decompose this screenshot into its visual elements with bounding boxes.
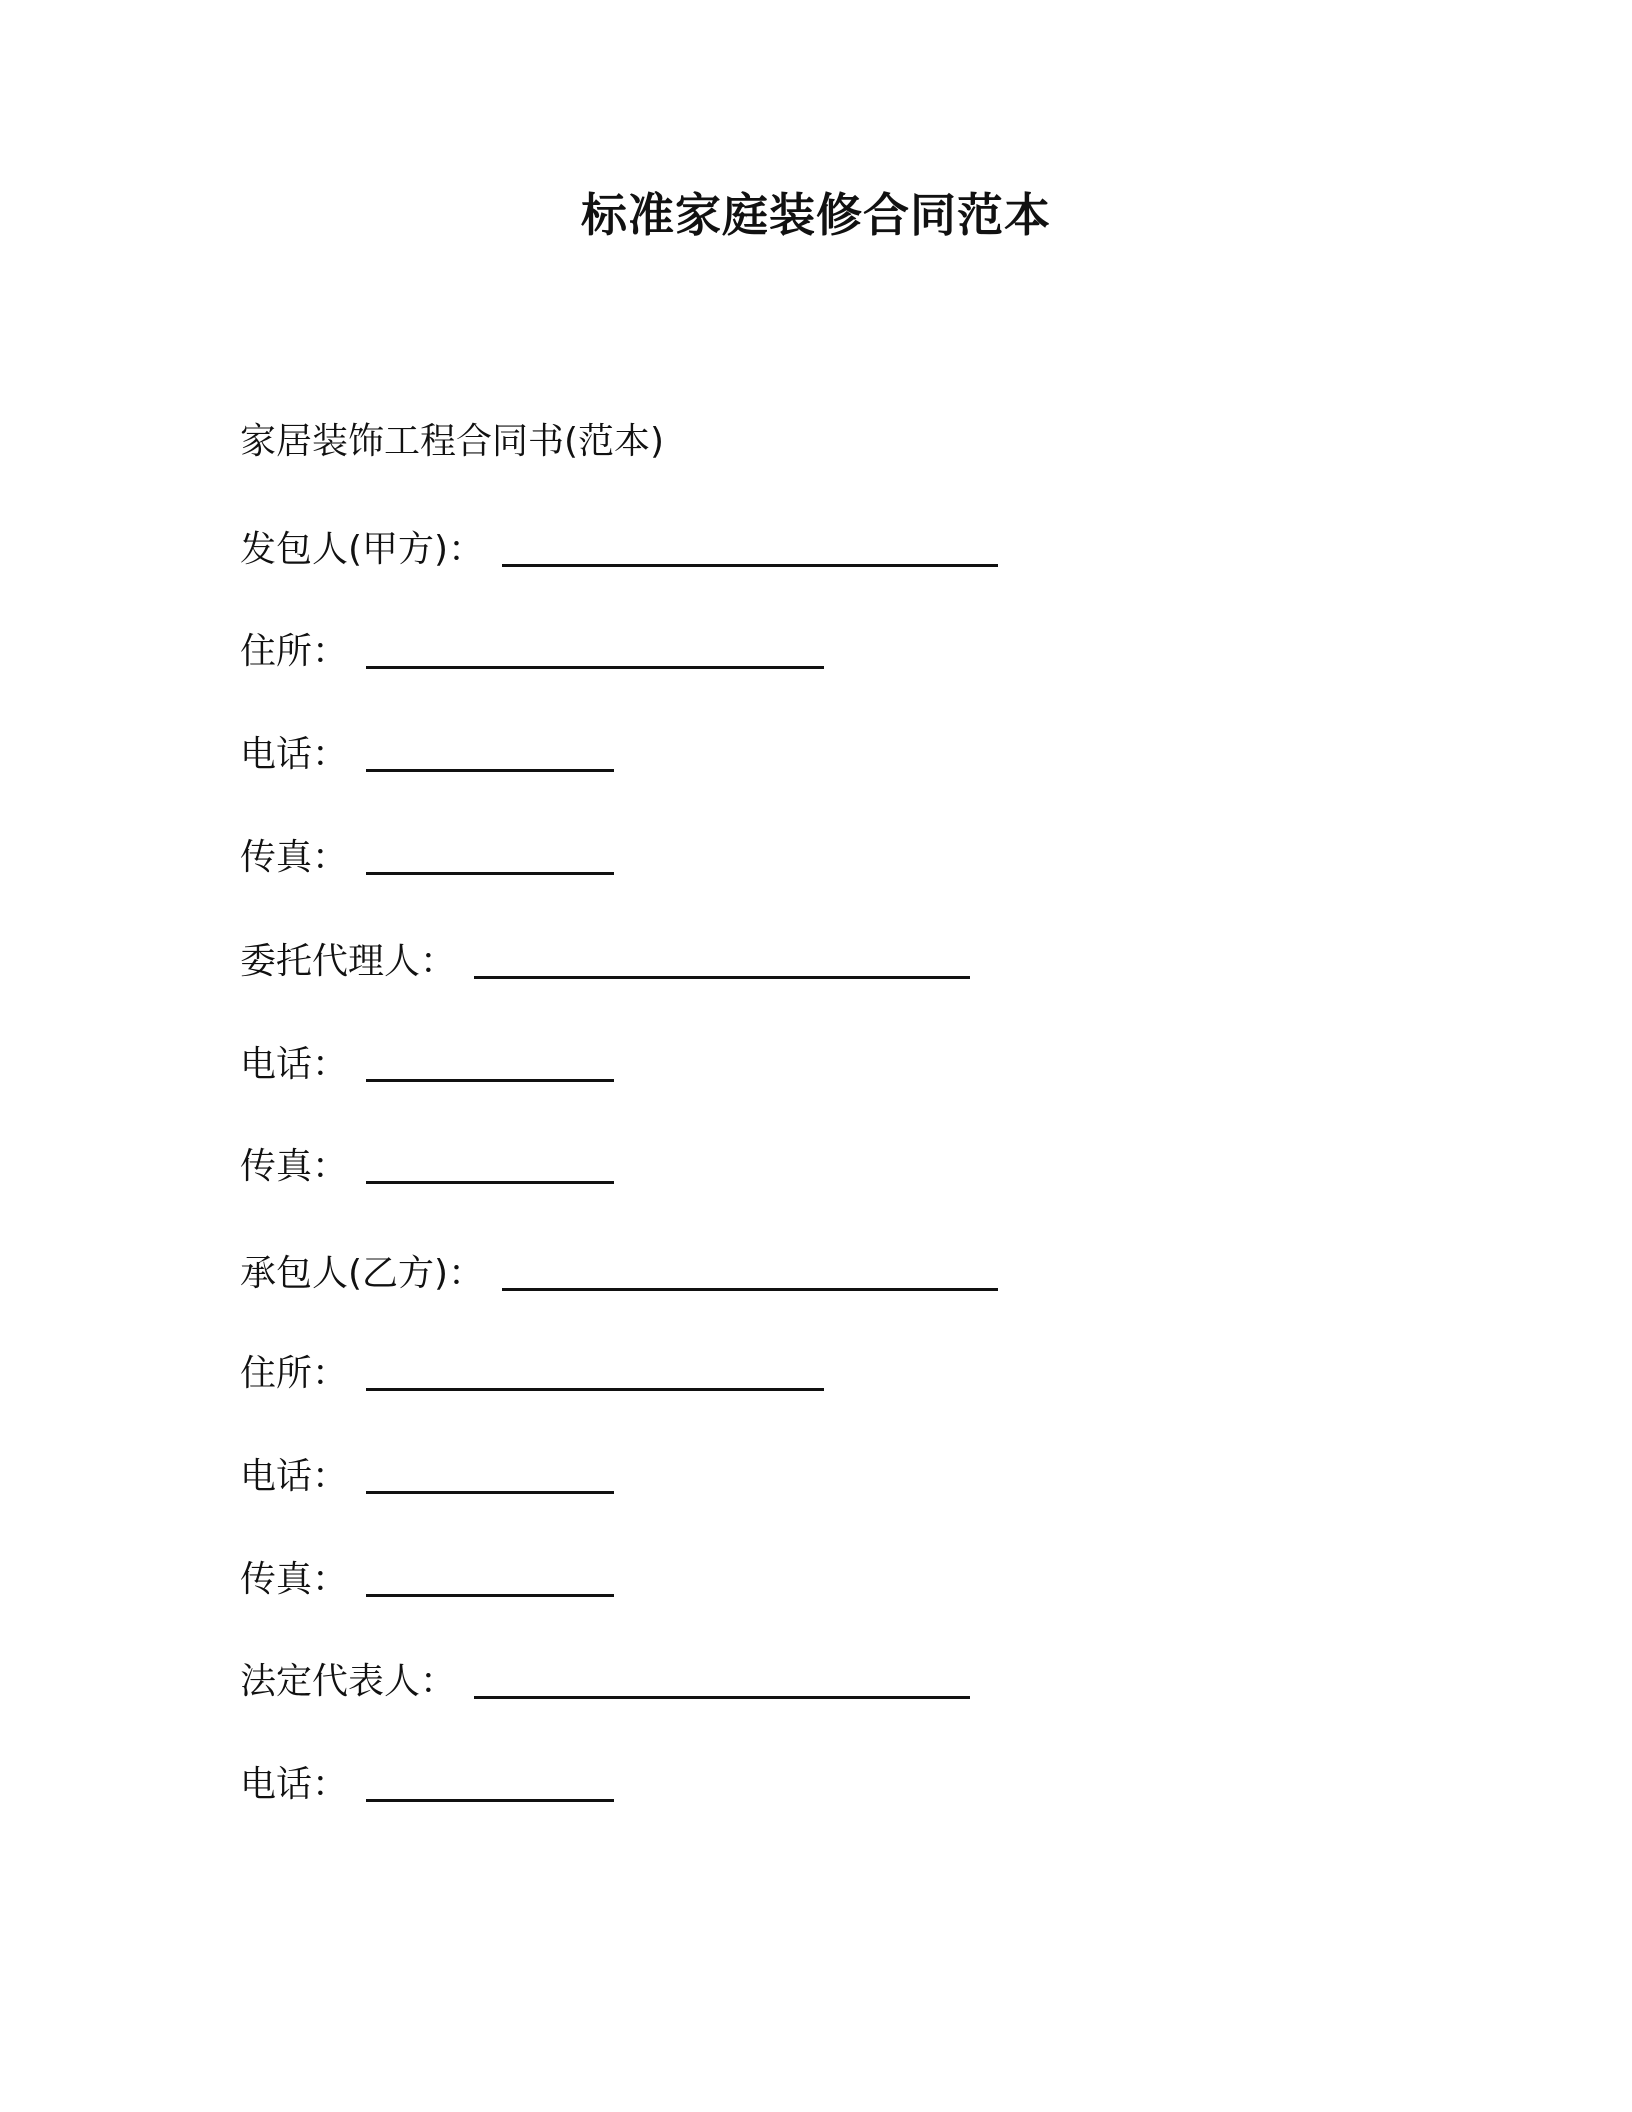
blank-line-fax-a[interactable] [366, 844, 614, 875]
blank-line-phone-a[interactable] [366, 741, 614, 772]
blank-line-fax-b[interactable] [366, 1566, 614, 1597]
field-label-fax-agent: 传真： [240, 1146, 349, 1187]
field-label-legal-rep: 法定代表人： [240, 1661, 457, 1702]
field-label-party-a: 发包人(甲方)： [240, 529, 485, 570]
field-label-phone-legal-rep: 电话： [240, 1764, 349, 1805]
field-phone-a [240, 733, 614, 776]
field-label-fax-b: 传真： [240, 1559, 349, 1600]
blank-line-phone-b[interactable] [366, 1463, 614, 1494]
blank-line-phone-legal-rep[interactable] [366, 1771, 614, 1802]
field-phone-agent [240, 1043, 614, 1086]
blank-line-phone-agent[interactable] [366, 1051, 614, 1082]
field-address-a [240, 630, 824, 673]
field-agent [240, 940, 970, 983]
field-phone-b [240, 1455, 614, 1498]
field-legal-rep [240, 1660, 970, 1703]
field-address-b [240, 1352, 824, 1395]
field-party-a [240, 528, 998, 571]
field-label-phone-agent: 电话： [240, 1044, 349, 1085]
field-label-agent: 委托代理人： [240, 941, 457, 982]
blank-line-address-b[interactable] [366, 1360, 824, 1391]
blank-line-agent[interactable] [474, 948, 970, 979]
field-label-party-b: 承包人(乙方)： [240, 1253, 485, 1294]
field-fax-a [240, 836, 614, 879]
document-subtitle: 家居装饰工程合同书(范本) [240, 421, 665, 462]
blank-line-address-a[interactable] [366, 638, 824, 669]
field-label-fax-a: 传真： [240, 837, 349, 878]
field-label-address-b: 住所： [240, 1353, 349, 1394]
blank-line-party-b[interactable] [502, 1260, 998, 1291]
blank-line-party-a[interactable] [502, 536, 998, 567]
field-phone-legal-rep [240, 1763, 614, 1806]
document-title: 标准家庭装修合同范本 [581, 188, 1051, 242]
blank-line-fax-agent[interactable] [366, 1153, 614, 1184]
field-label-phone-b: 电话： [240, 1456, 349, 1497]
field-party-b [240, 1252, 998, 1295]
field-label-address-a: 住所： [240, 631, 349, 672]
field-fax-b [240, 1558, 614, 1601]
field-label-phone-a: 电话： [240, 734, 349, 775]
blank-line-legal-rep[interactable] [474, 1668, 970, 1699]
field-fax-agent [240, 1145, 614, 1188]
